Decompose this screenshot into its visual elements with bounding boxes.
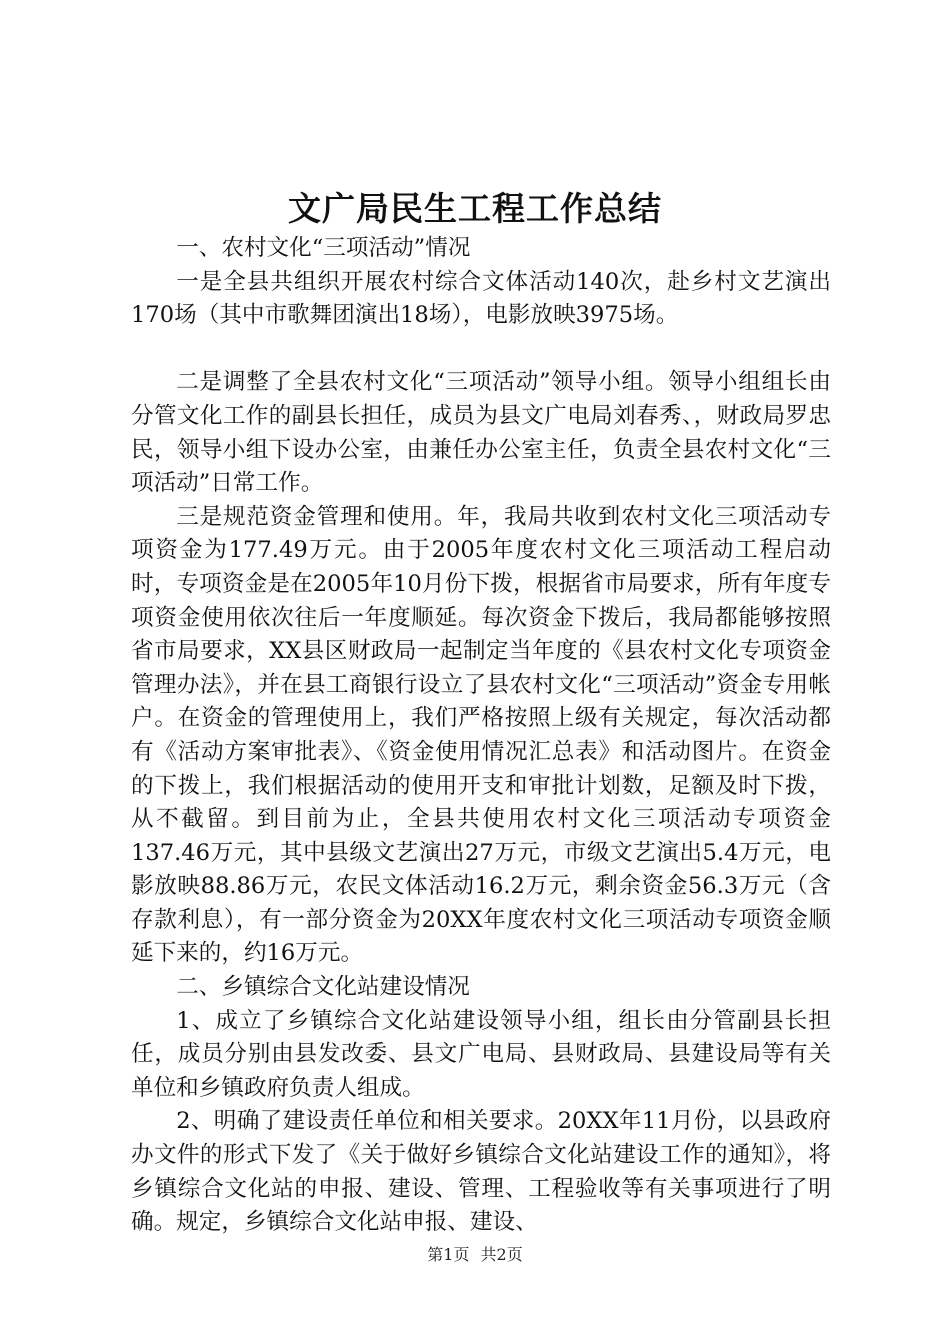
paragraph: 一是全县共组织开展农村综合文体活动140次，赴乡村文艺演出170场（其中市歌舞团演出18场），电影放映3975场。 xyxy=(131,268,831,329)
paragraph: 1、成立了乡镇综合文化站建设领导小组，组长由分管副县长担任，成员分别由县发改委、县文广电局、县财政局、县建设局等有关单位和乡镇政府负责人组成。 xyxy=(131,1007,831,1101)
document-title: 文广局民生工程工作总结 xyxy=(288,189,662,228)
page-total: 共2页 xyxy=(480,1245,523,1264)
section-heading: 二、乡镇综合文化站建设情况 xyxy=(176,974,470,1001)
paragraph: 二是调整了全县农村文化“三项活动”领导小组。领导小组组长由分管文化工作的副县长担任，成员为县文广电局刘春秀、，财政局罗忠民，领导小组下设办公室，由兼任办公室主任，负责全县农村文化“三项活动”日常工作。 xyxy=(131,369,831,497)
section-heading: 一、农村文化“三项活动”情况 xyxy=(176,235,471,261)
paragraph: 三是规范资金管理和使用。年，我局共收到农村文化三项活动专项资金为177.49万元。由于2005年度农村文化三项活动工程启动时，专项资金是在2005年10月份下拨，根据省市局要求，所有年度专项资金使用依次往后一年度顺延。每次资金下拨后，我局都能够按照省市局要求，XX县区财政局一起制定当年度的《县农村文化专项资金管理办法》，并在县工商银行设立了县农村文化“三项活动”资金专用帐户。在资金的管理使用上，我们严格按照上级有关规定，每次活动都有《活动方案审批表》、《资金使用情况汇总表》和活动图片。在资金的下拨上，我们根据活动的使用开支和审批计划数，足额及时下拨，从不截留。到目前为止，全县共使用农村文化三项活动专项资金137.46万元，其中县级文艺演出27万元，市级文艺演出5.4万元，电影放映88.86万元，农民文体活动16.2万元，剩余资金56.3万元（含存款利息），有一部分资金为20XX年度农村文化三项活动专项资金顺延下来的，约16万元。 xyxy=(131,503,831,967)
document-body xyxy=(131,232,831,1240)
page-footer xyxy=(0,1244,950,1266)
paragraph: 2、明确了建设责任单位和相关要求。20XX年11月份，以县政府办文件的形式下发了《关于做好乡镇综合文化站建设工作的通知》，将乡镇综合文化站的申报、建设、管理、工程验收等有关事项进行了明确。规定，乡镇综合文化站申报、建设、 xyxy=(131,1108,831,1236)
page-number: 第1页 xyxy=(427,1245,470,1264)
